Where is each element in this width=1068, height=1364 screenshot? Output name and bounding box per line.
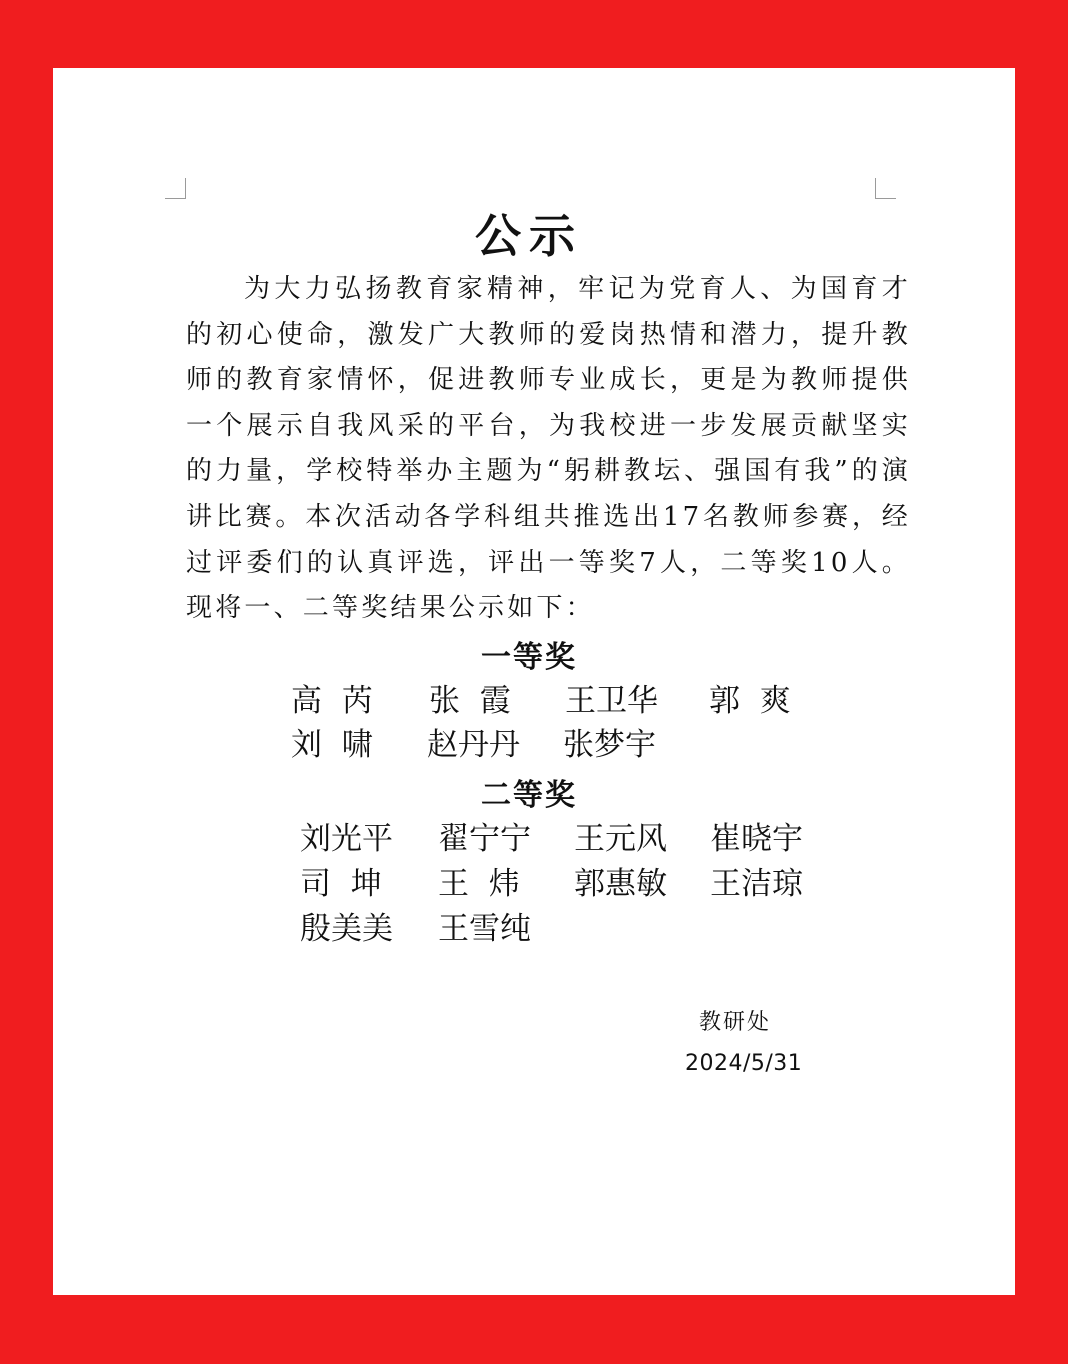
winner-name: 殷美美: [300, 911, 393, 947]
winner-name: 刘 啸: [291, 727, 373, 763]
winner-name: 王元风: [574, 821, 667, 857]
winner-name: 张梦宇: [563, 727, 656, 763]
winner-name: 赵丹丹: [427, 727, 520, 763]
notice-title: 公示: [475, 209, 583, 263]
winner-name: 翟宁宁: [438, 821, 531, 857]
winner-name: 郭惠敏: [574, 866, 667, 902]
winner-name: 张 霞: [429, 683, 511, 719]
winner-name: 王雪纯: [438, 911, 531, 947]
winner-name: 王 炜: [438, 866, 520, 902]
first-prize-heading: 一等奖: [481, 640, 577, 675]
margin-corner-mark: [165, 178, 186, 199]
notice-body: 为大力弘扬教育家精神，牢记为党育人、为国育才的初心使命，激发广大教师的爱岗热情和潜力，提升教师的教育家情怀，促进教师专业成长，更是为教师提供一个展示自我风采的平台，为我校进一步发展贡献坚实的力量，学校特举办主题为“躬耕教坛、强国有我”的演讲比赛。本次活动各学科组共推选出17名教师参赛，经过评委们的认真评选，评出一等奖7人，二等奖10人。现将一、二等奖结果公示如下：: [186, 274, 911, 624]
document-page: [53, 68, 1015, 1295]
winner-name: 司 坤: [300, 866, 382, 902]
winner-name: 王卫华: [565, 683, 658, 719]
margin-corner-mark: [875, 178, 896, 199]
winner-name: 王洁琼: [710, 866, 803, 902]
winner-name: 郭 爽: [709, 683, 791, 719]
issuer-department: 教研处: [699, 1010, 772, 1035]
winner-name: 高 芮: [291, 683, 373, 719]
issue-date: 2024/5/31: [685, 1051, 803, 1076]
winner-name: 崔晓宇: [710, 821, 803, 857]
winner-name: 刘光平: [300, 821, 393, 857]
second-prize-heading: 二等奖: [481, 778, 577, 813]
